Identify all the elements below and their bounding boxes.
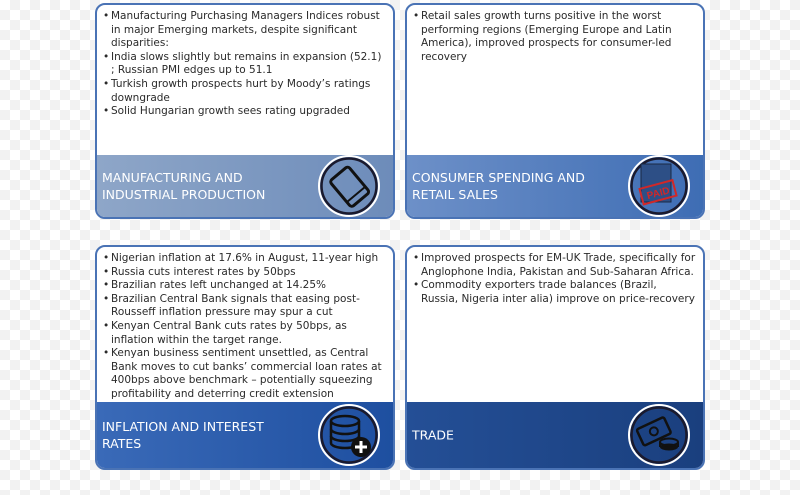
- panel-inflation: [95, 245, 395, 470]
- panel-title-line2: RETAIL SALES: [412, 187, 498, 202]
- panel-title: [412, 427, 592, 444]
- bullet-list: [97, 247, 393, 402]
- bullet-item: • Turkish growth prospects hurt by Moody’s ratings downgrade: [103, 78, 387, 105]
- stamp-text: PAID: [645, 185, 672, 203]
- panel-consumer-spending: [405, 3, 705, 219]
- money-exchange-icon: [627, 403, 691, 467]
- bullet-item: • India slows slightly but remains in expansion (52.1) ; Russian PMI edges up to 51.1: [103, 51, 387, 78]
- bullet-item: • Retail sales growth turns positive in the worst performing regions (Emerging Europe and Latin America), improved prospects for consumer-led recovery: [413, 10, 697, 64]
- panel-title-line1: TRADE: [412, 427, 454, 443]
- panel-title-line2: INDUSTRIAL PRODUCTION: [102, 187, 266, 202]
- panel-title-line1: MANUFACTURING AND: [102, 170, 243, 185]
- paid-stamp-icon: [627, 154, 691, 218]
- panel-footer: [407, 402, 703, 468]
- bullet-item: • Commodity exporters trade balances (Brazil, Russia, Nigeria inter alia) improve on price-recovery: [413, 279, 697, 306]
- panel-footer: [407, 155, 703, 217]
- panel-title: [102, 169, 282, 203]
- panel-manufacturing: [95, 3, 395, 219]
- bullet-item: • Russia cuts interest rates by 50bps: [103, 266, 387, 280]
- bullet-item: • Kenyan Central Bank cuts rates by 50bps, as inflation within the target range.: [103, 320, 387, 347]
- bullet-item: • Brazilian rates left unchanged at 14.25%: [103, 279, 387, 293]
- bullet-item: • Nigerian inflation at 17.6% in August, 11-year high: [103, 252, 387, 266]
- panel-footer: [97, 155, 393, 217]
- bullet-item: • Kenyan business sentiment unsettled, as Central Bank moves to cut banks’ commercial loan rates at 400bps above benchmark – potentially squeezing profitability and deterring credit extension: [103, 347, 387, 401]
- smartphone-icon: [317, 154, 381, 218]
- bullet-item: • Manufacturing Purchasing Managers Indices robust in major Emerging markets, despite significant disparities:: [103, 10, 387, 51]
- panel-trade: [405, 245, 705, 470]
- panel-title: [412, 169, 592, 203]
- bullet-list: [97, 5, 393, 119]
- bullet-list: [407, 5, 703, 64]
- coins-plus-icon: [317, 403, 381, 467]
- bullet-item: • Solid Hungarian growth sees rating upgraded: [103, 105, 387, 119]
- bullet-item: • Brazilian Central Bank signals that easing post-Rousseff inflation pressure may spur a cut: [103, 293, 387, 320]
- panel-footer: [97, 402, 393, 468]
- panel-title-line1: INFLATION AND INTEREST: [102, 419, 264, 434]
- bullet-item: • Improved prospects for EM-UK Trade, specifically for Anglophone India, Pakistan and Sub-Saharan Africa.: [413, 252, 697, 279]
- panel-title-line2: RATES: [102, 436, 142, 451]
- panel-title-line1: CONSUMER SPENDING AND: [412, 170, 585, 185]
- panel-title: [102, 418, 282, 452]
- bullet-list: [407, 247, 703, 306]
